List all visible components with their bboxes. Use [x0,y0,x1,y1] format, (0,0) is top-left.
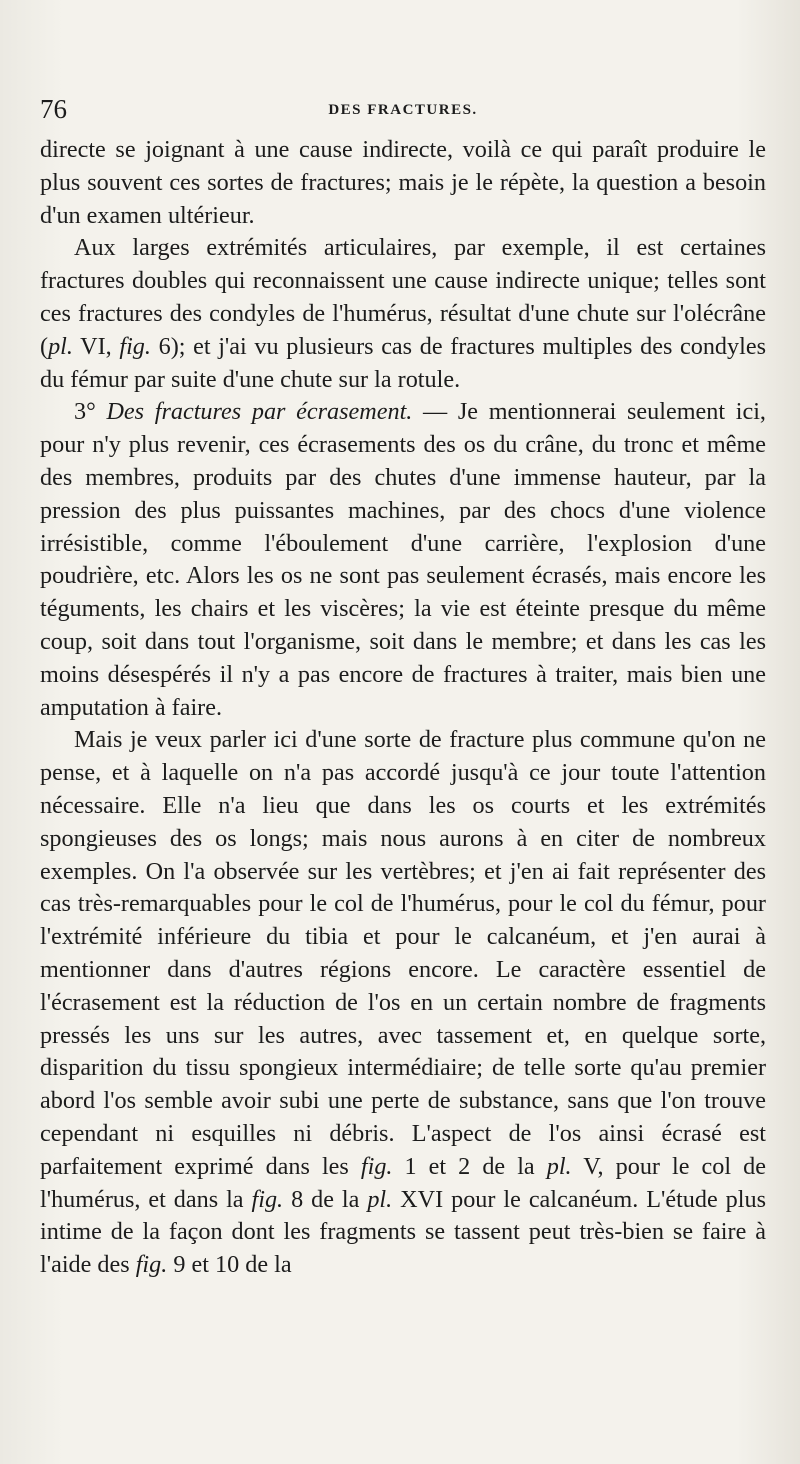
running-title: DES FRACTURES. [328,102,478,118]
text-run: 8 de la [283,1185,368,1213]
italic-text: pl. [48,332,73,360]
running-head [40,88,766,134]
text-run: 1 et 2 de la [392,1152,547,1180]
paragraph [40,396,766,724]
text-run: 9 et 10 de la [167,1251,292,1279]
body-text [40,134,766,1282]
text-run: 3° [74,398,107,426]
text-run: 6); et j'ai vu plusieurs cas de fractures multiples des condyles du fémur par suite d'une chute sur la rotule. [40,332,766,393]
text-run: — Je mentionnerai seulement ici, pour n'y plus revenir, ces écrasements des os du crâne, du tronc et même des membres, produits par des chutes d'une immense hauteur, par la pression des plus puissantes machines, par des chocs d'une violence irrésistible, comme l'éboulement d'une carrière, l'explosion d'une poudrière, etc. Alors les os ne sont pas seulement écrasés, mais encore les téguments, les chairs et les viscères; la vie est éteinte presque du même coup, soit dans tout l'organisme, soit dans le membre; et dans les cas les moins désespérés il n'y a pas encore de fractures à traiter, mais bien une amputation à faire. [40,398,766,721]
italic-text: fig. [119,332,151,360]
text-run: V, pour le col de l'humérus, et dans la [40,1152,766,1213]
italic-text: pl. [367,1185,393,1213]
italic-text: fig. [360,1152,393,1180]
paragraph [40,724,766,1282]
text-run: Aux larges extrémités articulaires, par exemple, il est certaines fractures doubles qui reconnaissent une cause indirecte unique; telles sont ces fractures des condyles de l'humérus, résultat d'une chute sur l'olécrâne ( [40,234,766,360]
paragraph [40,232,766,396]
text-run: Mais je veux parler ici d'une sorte de fracture plus commune qu'on ne pense, et à laquelle on n'a pas accordé jusqu'à ce jour toute l'attention nécessaire. Elle n'a lieu que dans les os courts et les extrémités spongieuses des os longs; mais nous aurons à en citer de nombreux exemples. On l'a observée sur les vertèbres; et j'en ai fait représenter des cas très-remarquables pour le col de l'humérus, pour le col du fémur, pour l'extrémité inférieure du tibia et pour le calcanéum, et j'en aurai à mentionner dans d'autres régions encore. Le caractère essentiel de l'écrasement est la réduction de l'os en un certain nombre de fragments pressés les uns sur les autres, avec tassement et, en quelque sorte, disparition du tissu spongieux intermédiaire; de telle sorte qu'au premier abord l'os semble avoir subi une perte de substance, sans que l'on trouve cependant ni esquilles ni débris. L'aspect de l'os ainsi écrasé est parfaitement exprimé dans les [40,726,766,1180]
italic-text: fig. [135,1251,168,1279]
italic-text: fig. [251,1185,284,1213]
page-number: 76 [40,94,67,124]
text-run: XVI pour le calcanéum. L'étude plus intime de la façon dont les fragments se tassent peut très-bien se faire à l'aide des [40,1185,767,1279]
paragraph [40,134,766,232]
italic-text: pl. [546,1152,572,1180]
italic-text: Des fractures par écrasement. [106,398,413,426]
text-run: directe se joignant à une cause indirecte, voilà ce qui paraît produire le plus souvent ces sortes de fractures; mais je le répète, la question a besoin d'un examen ultérieur. [40,136,766,229]
text-run: VI, [72,332,120,360]
